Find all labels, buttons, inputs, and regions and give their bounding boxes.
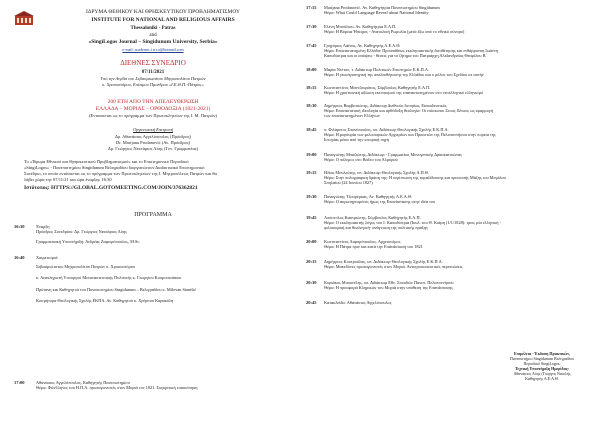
patronage-line-1: Υπό την Αιγίδα του Σεβασμιωτάτου Μητροπολίτου Πατρών bbox=[100, 76, 206, 81]
entry-line: Θέμα: Μακεδόνες πρωταγωνιστές στον Μοριά. Αντιπροσωπευτικές περιπτώσεις bbox=[324, 264, 463, 270]
signature-line: Επιμέλεια - Έκδοση Πρακτικών, bbox=[514, 351, 570, 356]
entry-time: 19:45 bbox=[306, 215, 317, 220]
entry-line: κ. Αναπληρωτή Υπουργού Μεταναστευτικής Πολιτικής κ. Γεωργίου Κουμουτσάκου bbox=[36, 275, 182, 281]
entry-body bbox=[324, 259, 590, 269]
entry-line: Θέμα: Η Βόρεια Ήπειρος - Ανατολική Ρωμυλία (μετά έξω από το εθνικό σύνορο) bbox=[324, 29, 465, 35]
entry-body bbox=[324, 280, 590, 290]
entry-line: Δημήτριος Κουτρούλας, υπ. Διδάκτωρ Θεολογικής Σχολής Ε.Κ.Π.Α. bbox=[324, 259, 443, 264]
entry-time: 17:45 bbox=[306, 43, 317, 48]
entry-time: 19:00 bbox=[306, 152, 317, 157]
entry-body bbox=[324, 67, 590, 77]
institute-english: INSTITUTE FOR NATIONAL AND RELIGIOUS AFFAIRS bbox=[91, 17, 235, 23]
entry-body bbox=[324, 194, 590, 204]
entry-line: Κοσμήτορα Θεολογικής Σχολής ΕΚΠΑ, Αν. Καθηγητού κ. Χρήστου Καρακόλη bbox=[36, 297, 174, 303]
entry-time: 20:00 bbox=[306, 239, 317, 244]
entry-body bbox=[36, 255, 292, 303]
entry-line: Πρύτανη και Καθηγητού του Πανεπιστημίου Singidunum – Βελιγραδίου κ. Milovan Stanišić bbox=[36, 286, 197, 292]
entry-line: Θέμα: Η προσφορά Κληρικών του Μοριά στην υπόθεση της Επανάστασης bbox=[324, 285, 453, 291]
entry-line: Κωνσταντίνος Λαμπρόπουλος, Αρχειονόμος bbox=[324, 239, 401, 244]
entry-body bbox=[324, 170, 590, 186]
entry-body bbox=[324, 5, 590, 15]
intro-line: Συνέδριο, το οποίο εντάσσεται ως το πρόγραμμα των Πρωτοκλητείων της Ι. Μητροπόλεως Πατρών και θα bbox=[24, 171, 217, 176]
entry-line: Θέμα: Ο εκκλησιαστής λόγος του Ι. Καποδίστρια (Ιουλ. του Θ. Κιάμη (1/1/1828): τρεις μία ελληνική - bbox=[324, 220, 502, 226]
entry-line: Ελένη Μπούλιου, Αν. Καθηγήτρια Ε.Α.Π. bbox=[324, 24, 397, 29]
signature-line: Καθηγητής Α.Ε.Α.Θ. bbox=[525, 376, 559, 381]
entry-time: 18:45 bbox=[306, 127, 317, 132]
entry-line: Θέμα: Στην πολυγραφικη δράση της: Η περίπτωση της ταραλίδευσης και προσωπής Μάζης του Μεγάλου bbox=[324, 175, 506, 181]
entry-line: Χαιρετισμοί: bbox=[36, 255, 59, 260]
committee-member: Δρ. Αθανάσιος Αγγελόπουλος (Πρόεδρος) bbox=[114, 134, 192, 139]
entry-line: Θέμα: Φιλέλληνες του Η.Π.Α. πρωταγωνιστές στον Μοριά τον 1821. Συγκριτική επισκόπηση bbox=[36, 385, 198, 391]
entry-body bbox=[36, 224, 292, 245]
entry-line: Θέμα: Ο ακρωτηρισμένος ήρως της Επανάστασης στην ιδέα του bbox=[324, 199, 436, 205]
entry-line: Θέμα: Η γεωστρατηγική της απελευθέρωσης της Ελλάδας και ο ρόλος του Σχεδίου σε αυτήν bbox=[324, 72, 484, 78]
journal-name: «SingiLogos Journal – Singidunum University, Serbia» bbox=[88, 39, 218, 45]
entry-time: 17:30 bbox=[306, 24, 317, 29]
institute-logo-icon bbox=[14, 10, 34, 26]
topic-line-3: (Εντασσεται ως το πρόγραμμα των Πρωτοκλητείων της Ι. Μ. Πατρών) bbox=[89, 113, 217, 118]
institute-city: Thessaloniki - Patras bbox=[130, 26, 176, 31]
entry-line: Θέμα: Η μαρτυρία των φιλοσοφικών Αρχιερέων και Προεστών της Πελοποννήσου στην πορεία της bbox=[324, 132, 496, 138]
entry-line: Θέμα: What Could Language Reveal about National Identity bbox=[324, 10, 429, 16]
entry-line: φιλοσοφική και θεολογική- ανάγνωση της πολιτικής πράξης bbox=[324, 225, 428, 231]
entry-time: 17:00 bbox=[14, 380, 25, 385]
entry-line: Έναρξη bbox=[36, 224, 50, 229]
entry-time: 16:30 bbox=[14, 224, 25, 229]
entry-time: 20:45 bbox=[306, 300, 317, 305]
signature-block bbox=[492, 352, 592, 381]
entry-body bbox=[324, 43, 590, 59]
entry-line: Γραμματειακή Υποστήριξη: Ανδρέας Ζαφειρόπουλος, M.Sc. bbox=[36, 239, 141, 245]
entry-line: Θέμα: Επαναστατική ιδεολογία και αρθόδοξη θεολογία: Οι επίσκοποι Στους Ξένους ως εφαρμογή bbox=[324, 108, 494, 114]
contact-email[interactable]: e-mail: academic.i.n.r.a@hotmail.com bbox=[122, 47, 184, 52]
entry-line: Παναγιώτης Μπαζιώτης, Διδάκτωρ - Γραμματέας Μονογενικής Δρασκατσιώνας bbox=[324, 152, 462, 157]
conference-date: 07/11/2021 bbox=[141, 70, 165, 75]
entry-line: Πρόεδρος Συνεδρίου: Δρ. Γεώργιος Νεκτάριος Λόης bbox=[36, 229, 127, 235]
entry-body bbox=[324, 239, 590, 249]
entry-line: Θέμα: Η χριστιανική αξίωση εκτοπισμού της επαναστατημένων στο νεοελληνικό ελληνισμό bbox=[324, 90, 484, 96]
entry-line: Θέμα: Ο πόλεμος στο Βάλτο του Αλμυρού bbox=[324, 157, 398, 163]
entry-body bbox=[324, 103, 590, 119]
entry-line: Ηλίας Μουλεύτης, υπ. Διδάκτωρ Θεολογικής Σχολής Α.Π.Θ. bbox=[324, 170, 430, 175]
intro-line: «SingiLogos» - Πανεπιστημίου Singidunum Βελιγραδίου διοργανώνουν Διαδικτυακό Επιστημονικό bbox=[24, 165, 205, 170]
entry-line: Παναγιώτης Τζουμέρκας, Αν. Καθηγητής Α.Ε.Α.Θ. bbox=[324, 194, 413, 199]
intro-line: Το «Ίδρυμα Εθνικού και Θρησκευτικού Προβληματισμού» και το Επιστημονικό Περιοδικό bbox=[24, 159, 189, 164]
conference-title: ΔΙΕΘΝΕΣ ΣΥΝΕΔΡΙΟ bbox=[120, 59, 186, 67]
entry-line: των επαναστατημένων Ελλήνων bbox=[324, 113, 380, 119]
entry-line: Απόστολος Καστριώτης, Σύμβουλος Καθηγητής Ε.Α.Π. bbox=[324, 215, 421, 220]
entry-body bbox=[324, 215, 590, 231]
entry-time: 17:15 bbox=[306, 5, 317, 10]
entry-body bbox=[324, 127, 590, 143]
topic-line-1: 200 ΕΤΗ ΑΠΟ ΤΗΝ ΑΠΕΛΕΥΘΕΡΩΣΗ bbox=[107, 99, 199, 105]
entry-time: 20:15 bbox=[306, 259, 317, 264]
entry-body bbox=[324, 85, 590, 95]
entry-time: 16:40 bbox=[14, 255, 25, 260]
signature-line: Πανεπιστήμιο Singidunum Βελιγραδίου bbox=[509, 356, 575, 361]
committee-member: Dr. Marijana Prodanović (Αν. Πρόεδρος) bbox=[116, 140, 190, 145]
committee-member: Δρ. Γεώργιος Νεκτάριος Λόης (Γεν. Γραμματέας) bbox=[107, 146, 199, 151]
entry-body bbox=[324, 300, 590, 305]
meeting-link[interactable]: Ιστότοπος: HTTPS://GLOBAL.GOTOMEETING.COM/JOIN/376362821 bbox=[24, 185, 198, 191]
entry-time: 18:15 bbox=[306, 85, 317, 90]
entry-time: 19:30 bbox=[306, 194, 317, 199]
entry-time: 18:00 bbox=[306, 67, 317, 72]
entry-body bbox=[36, 380, 292, 390]
entry-line: Θέμα: Επαναστατημένη Ελλάδα: Προσπάθειες εκκλησιαστικής διευθέτησης και ενθάρρυνση Ιωάννη bbox=[324, 48, 499, 54]
entry-time: 20:30 bbox=[306, 280, 317, 285]
entry-line: Ιστορίας μέσα από την ιστορική πηγή bbox=[324, 137, 390, 143]
entry-line: Κυριάκος Μπουνέλης, υπ. Διδάκτωρ Εθν. Σπουδών Πανεπ. Πελοποννήσου bbox=[324, 280, 454, 285]
entry-line: Σπηλαίου (24 Ιουνίου 1827) bbox=[324, 180, 373, 186]
intro-line: λάβει χώρα την 07/11/21 και ώρα έναρξης 16:30 bbox=[24, 177, 112, 182]
signature-line: Περιοδικό SingiLogos, bbox=[523, 361, 561, 366]
entry-line: Θέμα: Η Πάτρα πριν και κατά την Επανάσταση του 1821 bbox=[324, 244, 423, 250]
header-and: and bbox=[149, 33, 157, 38]
entry-line: Γρηγόριος Λάϊνας, Αν. Καθηγητής Α.Ε.Α.Θ. bbox=[324, 43, 401, 48]
program-heading: ΠΡΟΓΡΑΜΜΑ bbox=[134, 212, 172, 218]
entry-time: 19:15 bbox=[306, 170, 317, 175]
entry-body bbox=[324, 152, 590, 162]
entry-line: Αθανάσιος Αγγελόπουλος, Καθηγητής Πανεπιστημίου bbox=[36, 380, 130, 385]
signature-line: Αθανάσιος Λόης (Γιώργος Νικολής bbox=[513, 371, 571, 376]
signature-line: Τεχνική Υποστήριξη Ημερίδας: bbox=[515, 366, 569, 371]
entry-body bbox=[324, 24, 590, 34]
topic-line-2: ΕΛΛΑΔΑ – ΜΟΡΙΑΣ – ΟΡΘΟΔΟΞΙΑ (1821-2021) bbox=[95, 106, 211, 112]
entry-line: Marijana Prodanović, Αν. Καθηγήτρια Πανεπιστημίου Singidunum bbox=[324, 5, 440, 10]
entry-line: Μαρία Ντέτσε, τ. Διδάκτωρ Πολιτικών Επιστημών Ε.Κ.Π.Α. bbox=[324, 67, 430, 72]
entry-line: Σεβασμιώτατου Μητροπολίτου Πατρών κ. Χρυσοστόμου bbox=[36, 264, 136, 270]
entry-line: π. Φιλάρετος Σπανόπουλος, υπ. Διδάκτωρ Θεολογικής Σχολής Ε.Κ.Π.Α. bbox=[324, 127, 449, 132]
entry-line: Καποδίστρια και οι απόψεις - θέσεις για το ζήτημα του Πατριάρχη Αλεξανδρείας Θεοφίλου Β΄ bbox=[324, 53, 487, 59]
entry-time: 18:30 bbox=[306, 103, 317, 108]
entry-line: Κατακλείδα: Αθανάσιος Αγγελόπουλος bbox=[324, 300, 392, 305]
entry-line: Κωνσταντίνος Μαντζουράτος, Σύμβουλος Καθηγητής Ε.Α.Π. bbox=[324, 85, 431, 90]
patronage-line-2: κ. Χρυσοστόμου, Επίτιμου Προέδρου «Ι.Ε.Θ.Π.-Πάτρας» bbox=[102, 82, 204, 87]
committee-heading: Οργανωτική Επιτροπή bbox=[133, 127, 173, 132]
entry-line: Δημήτριος Βαρβιτσιώτης, Διδάκτωρ Διεθνούς Ιστορίας, Εκπαιδευτικός bbox=[324, 103, 447, 108]
institute-greek: ΙΔΡΥΜΑ ΘΕΘΙΚΟΥ ΚΑΙ ΘΡΗΣΚΕΥΤΙΚΟΥ ΠΡΟΒΛΗΜΑΤΙΣΜΟΥ bbox=[85, 9, 241, 15]
